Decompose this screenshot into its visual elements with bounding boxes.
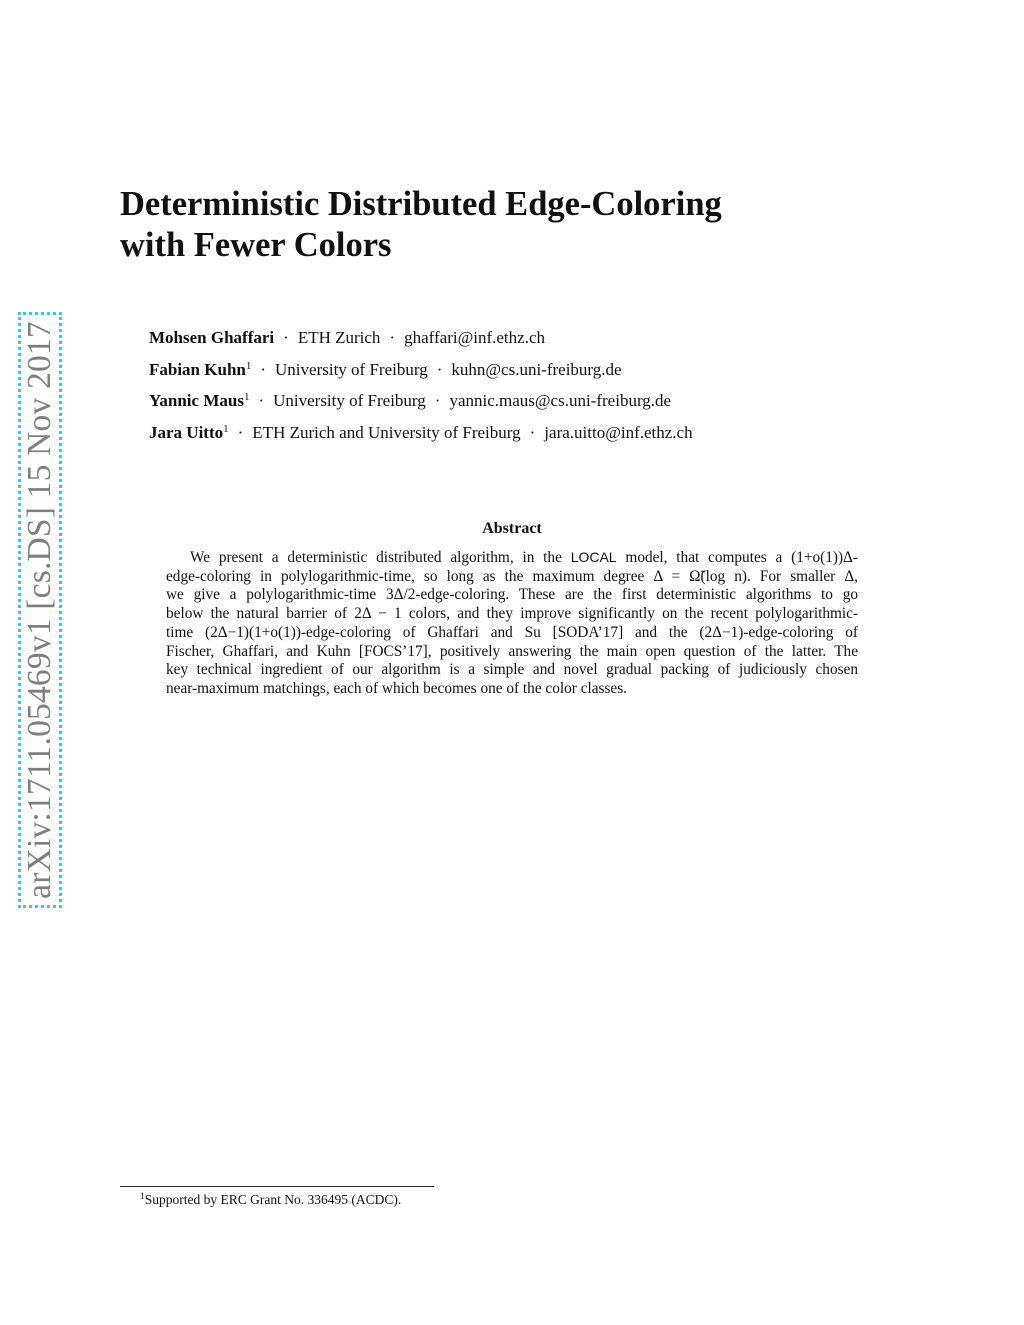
author-name: Fabian Kuhn xyxy=(149,359,246,379)
author-email[interactable]: kuhn@cs.uni-freiburg.de xyxy=(451,359,622,379)
arxiv-identifier-text: arXiv:1711.05469v1 [cs.DS] 15 Nov 2017 xyxy=(21,321,58,899)
footnote-marker[interactable]: 1 xyxy=(243,391,250,403)
author-email[interactable]: ghaffari@inf.ethz.ch xyxy=(404,328,545,347)
abstract-line-8: near-maximum matchings, each of which becomes one of the color classes. xyxy=(166,679,627,697)
author-affiliation: ETH Zurich and University of Freiburg xyxy=(252,422,521,442)
author-affiliation: University of Freiburg xyxy=(273,391,426,410)
author-email[interactable]: jara.uitto@inf.ethz.ch xyxy=(544,422,693,442)
paper-title-line-1: Deterministic Distributed Edge-Coloring xyxy=(120,185,722,223)
author-name: Mohsen Ghaffari xyxy=(149,328,275,347)
author-affiliation: ETH Zurich xyxy=(297,328,381,347)
footnote-divider xyxy=(120,1186,434,1187)
separator-dot: · xyxy=(529,422,536,442)
author-entry xyxy=(149,359,909,391)
abstract-line-2: edge-coloring in polylogarithmic-time, so long as the maximum degree Δ = Ω̃(log n). For smaller Δ, xyxy=(166,567,858,585)
author-affiliation: University of Freiburg xyxy=(275,359,428,379)
abstract-line-1-end: model, that computes a (1+o(1))Δ- xyxy=(616,549,858,566)
author-entry xyxy=(149,327,909,359)
abstract-line-5: time (2Δ−1)(1+o(1))-edge-coloring of Ghaffari and Su [SODA’17] and the (2Δ−1)-edge-coloring of xyxy=(166,623,858,641)
separator-dot: · xyxy=(389,328,396,347)
abstract-line-4: below the natural barrier of 2Δ − 1 colors, and they improve significantly on the recent polylogarithmic- xyxy=(166,605,858,623)
separator-dot: · xyxy=(283,328,289,347)
abstract-line-3: we give a polylogarithmic-time 3Δ/2-edge-coloring. These are the first deterministic algorithms to go xyxy=(166,586,858,604)
author-name: Yannic Maus xyxy=(149,391,244,410)
footnote-text: Supported by ERC Grant No. 336495 (ACDC). xyxy=(144,1192,402,1207)
separator-dot: · xyxy=(436,359,443,379)
author-email[interactable]: yannic.maus@cs.uni-freiburg.de xyxy=(449,391,672,410)
author-name: Jara Uitto xyxy=(149,422,224,442)
footnote xyxy=(140,1191,401,1209)
paper-title-line-2: with Fewer Colors xyxy=(120,226,392,264)
abstract-line-1-start: We present a deterministic distributed algorithm, in the xyxy=(190,549,571,566)
separator-dot: · xyxy=(258,391,265,410)
arxiv-identifier-stamp[interactable] xyxy=(18,312,62,908)
abstract-body xyxy=(166,548,858,699)
abstract-heading: Abstract xyxy=(482,520,542,537)
author-list xyxy=(149,327,909,453)
separator-dot: · xyxy=(237,422,244,442)
footnote-marker[interactable]: 1 xyxy=(223,422,229,435)
abstract-line-6: Fischer, Ghaffari, and Kuhn [FOCS’17], positively answering the main open question of the latter. The xyxy=(166,642,858,660)
footnote-mark: 1 xyxy=(140,1192,145,1202)
abstract-line-7: key technical ingredient of our algorithm is a simple and novel gradual packing of judiciously chosen xyxy=(166,661,858,679)
author-entry xyxy=(149,422,909,454)
author-entry xyxy=(149,390,909,422)
model-name: LOCAL xyxy=(570,549,617,565)
paper-title xyxy=(120,184,820,266)
separator-dot: · xyxy=(434,391,441,410)
separator-dot: · xyxy=(260,359,267,379)
abstract-line-1 xyxy=(166,548,858,568)
footnote-marker[interactable]: 1 xyxy=(245,359,252,372)
